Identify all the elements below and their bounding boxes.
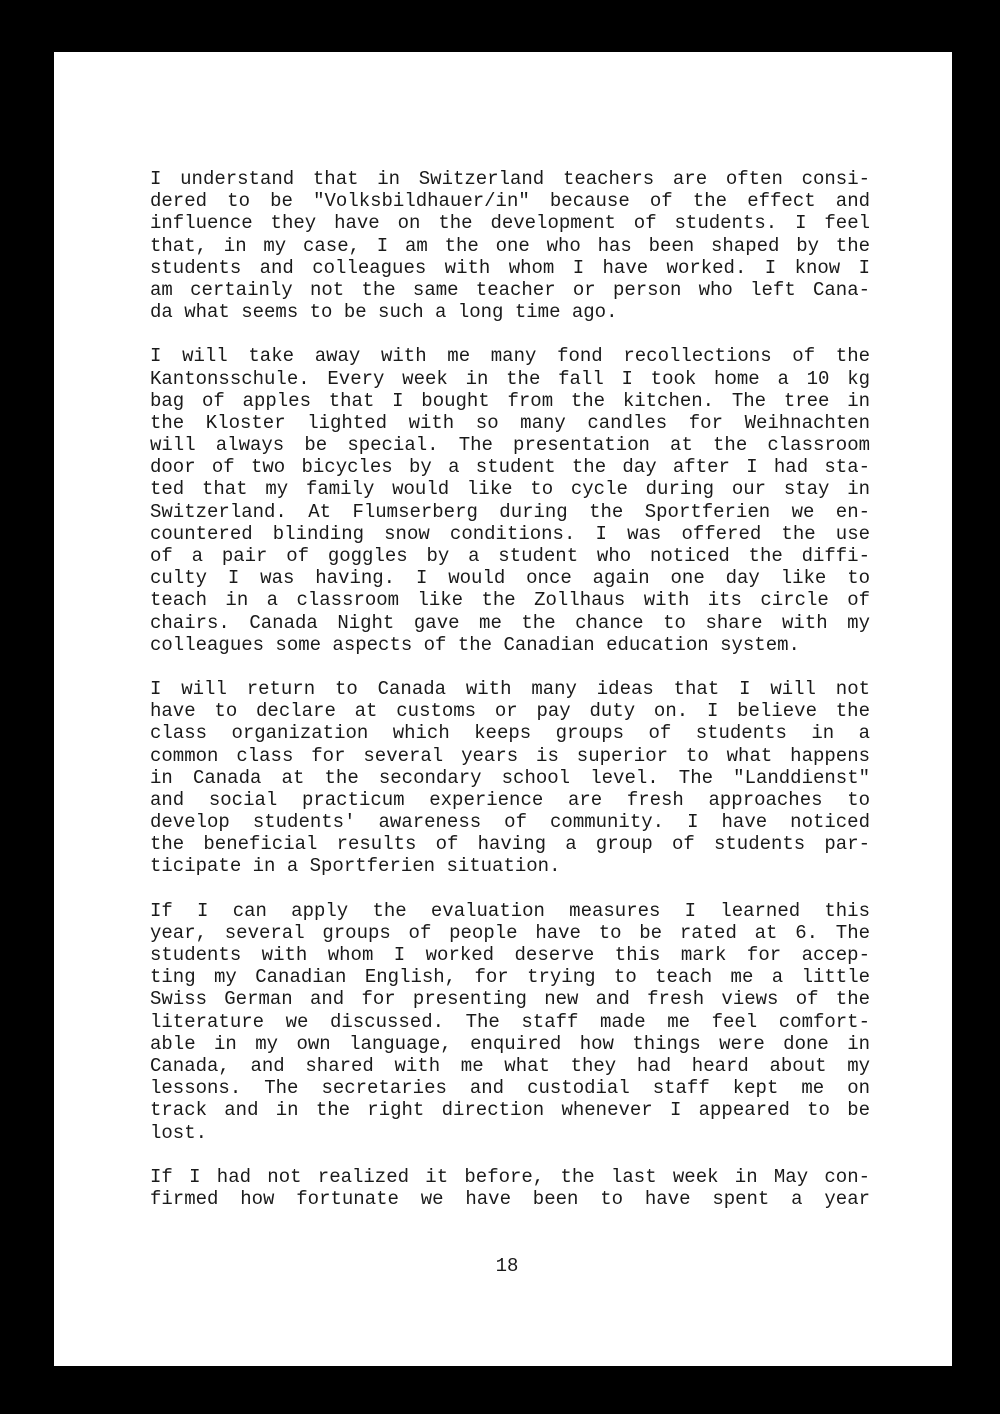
- text-line: the Kloster lighted with so many candles for Weihnachten: [150, 411, 870, 434]
- text-line: firmed how fortunate we have been to have spent a year: [150, 1187, 870, 1210]
- text-line: culty I was having. I would once again one day like to: [150, 567, 870, 590]
- text-line: students with whom I worked deserve this mark for accep-: [150, 944, 870, 966]
- text-line: Switzerland. At Flumserberg during the Sportferien we en-: [150, 500, 870, 523]
- text-line: that, in my case, I am the one who has been shaped by the: [150, 234, 870, 257]
- text-line: lessons. The secretaries and custodial staff kept me on: [150, 1077, 870, 1100]
- text-line: lost.: [150, 1121, 208, 1144]
- text-line: colleagues some aspects of the Canadian education system.: [150, 633, 800, 656]
- text-line: chairs. Canada Night gave me the chance to share with my: [150, 611, 870, 634]
- text-line: ted that my family would like to cycle during our stay in: [150, 478, 870, 501]
- text-line: door of two bicycles by a student the day after I had sta-: [150, 456, 870, 479]
- text-line: in Canada at the secondary school level. The "Landdienst": [150, 766, 870, 789]
- body-text: [150, 168, 870, 1232]
- text-line: the beneficial results of having a group of students par-: [150, 833, 870, 856]
- text-line: If I can apply the evaluation measures I learned this: [150, 899, 870, 922]
- document-page: [54, 52, 952, 1366]
- text-line: common class for several years is superior to what happens: [150, 744, 870, 767]
- text-line: If I had not realized it before, the last week in May con-: [150, 1165, 870, 1188]
- text-line: countered blinding snow conditions. I was offered the use: [150, 522, 870, 545]
- text-line: am certainly not the same teacher or person who left Cana-: [150, 278, 870, 301]
- text-line: will always be special. The presentation at the classroom: [150, 434, 870, 457]
- text-line: bag of apples that I bought from the kitchen. The tree in: [150, 389, 870, 412]
- text-line: able in my own language, enquired how things were done in: [150, 1032, 870, 1055]
- paragraph: [150, 900, 870, 1144]
- text-line: track and in the right direction whenever I appeared to be: [150, 1099, 870, 1122]
- text-line: dered to be "Volksbildhauer/in" because of the effect and: [150, 190, 870, 213]
- text-line: class organization which keeps groups of students in a: [150, 722, 870, 745]
- text-line: I understand that in Switzerland teachers are often consi-: [150, 168, 870, 190]
- text-line: Swiss German and for presenting new and fresh views of the: [150, 988, 870, 1011]
- paragraph: [150, 168, 870, 323]
- page-number: 18: [495, 1255, 519, 1277]
- text-line: Kantonsschule. Every week in the fall I took home a 10 kg: [150, 367, 870, 390]
- text-line: ticipate in a Sportferien situation.: [150, 855, 561, 878]
- text-line: students and colleagues with whom I have worked. I know I: [150, 256, 870, 279]
- paragraph: [150, 678, 870, 878]
- text-line: Canada, and shared with me what they had heard about my: [150, 1054, 870, 1077]
- paragraph: [150, 345, 870, 656]
- text-line: have to declare at customs or pay duty on. I believe the: [150, 700, 870, 723]
- text-line: and social practicum experience are fresh approaches to: [150, 788, 870, 811]
- text-line: ting my Canadian English, for trying to teach me a little: [150, 966, 870, 989]
- text-line: literature we discussed. The staff made me feel comfort-: [150, 1010, 870, 1033]
- text-line: teach in a classroom like the Zollhaus with its circle of: [150, 589, 870, 612]
- text-line: influence they have on the development of students. I feel: [150, 212, 870, 235]
- text-line: da what seems to be such a long time ago.: [150, 301, 618, 324]
- text-line: year, several groups of people have to be rated at 6. The: [150, 921, 870, 944]
- text-line: I will return to Canada with many ideas that I will not: [150, 677, 870, 700]
- text-line: I will take away with me many fond recollections of the: [150, 345, 870, 368]
- paragraph: [150, 1166, 870, 1210]
- text-line: of a pair of goggles by a student who noticed the diffi-: [150, 545, 870, 567]
- text-line: develop students' awareness of community. I have noticed: [150, 811, 870, 834]
